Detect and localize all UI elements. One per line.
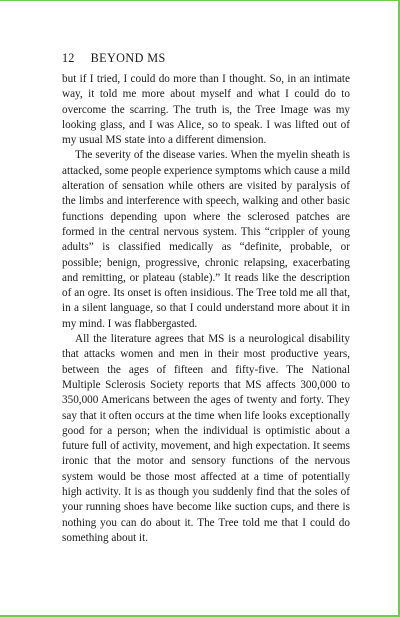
book-title: BEYOND MS — [90, 51, 166, 65]
paragraph-continuation: but if I tried, I could do more than I thought. So, in an intimate way, it told me more about myself and what I could do to overcome the scarring. The truth is, the Tree Image was my looking glass, and I was Alice, so to speak. I was lifted out of my usual MS state into a different dimension. — [62, 73, 350, 147]
running-head — [62, 51, 166, 66]
body-text — [62, 72, 350, 546]
paragraph-literature: All the literature agrees that MS is a neurological disability that attacks women and men in their most productive years, between the ages of fifteen and fifty-five. The National Multiple Sclerosis Society reports that MS affects 300,000 to 350,000 Americans between the ages of twenty and forty. They say that it often occurs at the time when life looks exceptionally good for a person; when the individual is optimistic about a future full of activity, movement, and high expectation. It seems ironic that the motor and sensory functions of the nervous system would be those most affected at a time of potentially high activity. It is as though you suddenly find that the soles of your running shoes have become like suction cups, and there is nothing you can do about it. The Tree told me that I could do something about it. — [62, 333, 350, 544]
page-number: 12 — [62, 51, 75, 65]
paragraph-disease-severity: The severity of the disease varies. When the myelin sheath is attacked, some people experience symptoms which cause a mild alteration of sensation while others are visited by paralysis of the limbs and interference with speech, walking and other basic functions depending upon where the sclerosed patches are formed in the central nervous system. This “crippler of young adults” is classified medically as “definite, probable, or possible; benign, progressive, chronic relapsing, exacerbating and remitting, or plateau (stable).” It reads like the description of an ogre. Its onset is often insidious. The Tree told me all that, in a silent language, so that I could understand more about it in my mind. I was flabbergasted. — [62, 149, 350, 330]
